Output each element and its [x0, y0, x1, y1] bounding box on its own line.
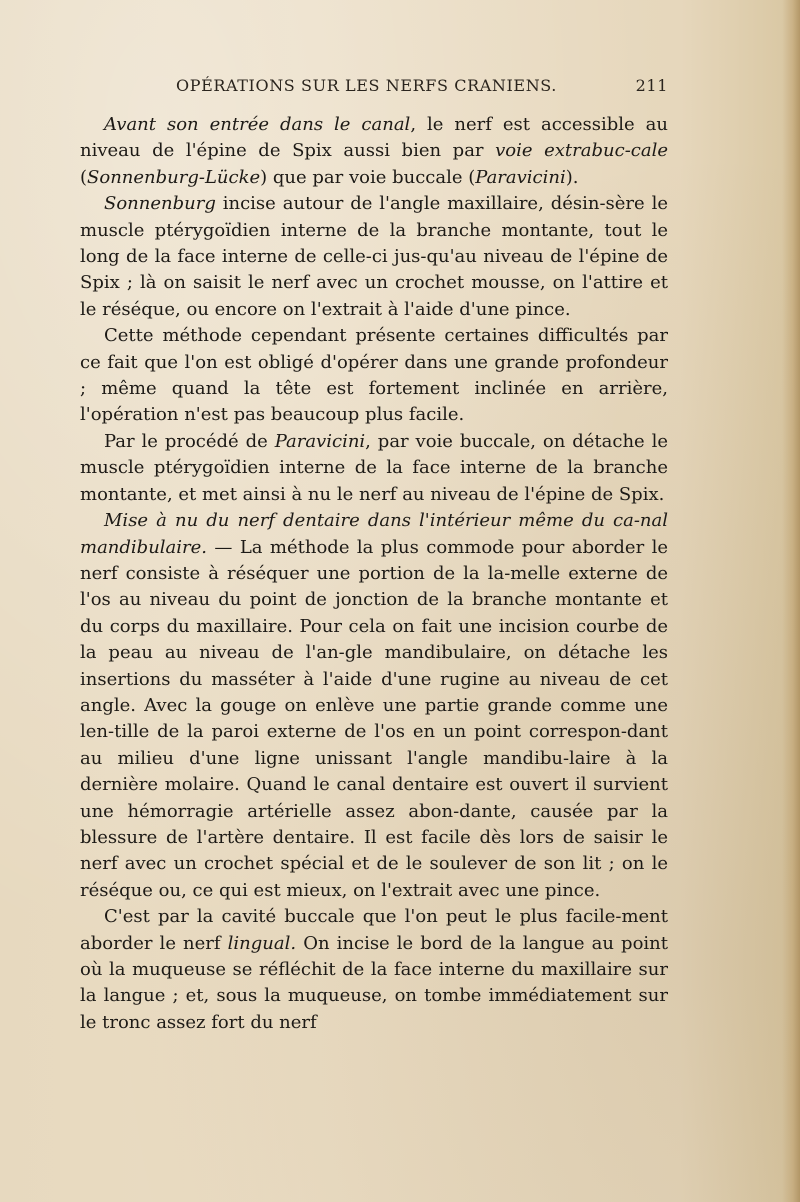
p1-text-3: ) que par voie buccale (	[260, 166, 476, 188]
paragraph-5	[80, 508, 668, 904]
p1-italic-heading: Avant son entrée dans le canal	[104, 114, 411, 135]
p3-text: Cette méthode cependant présente certaines difficultés par ce fait que l'on est obligé d'opérer dans une grande profondeur ; même quand la tête est fortement inclinée en arrière, l'opération n'est pas beaucoup plus facile.	[80, 325, 668, 426]
p2-italic-name: Sonnenburg	[104, 193, 216, 215]
p2-text: incise autour de l'angle maxillaire, désin-sère le muscle ptérygoïdien interne de la branche montante, tout le long de la face interne de celle-ci jus-qu'au niveau de l'épine de Spix ; là on saisit le nerf avec un crochet mousse, on l'attire et le réséque, ou encore on l'extrait à l'aide d'une pince.	[80, 193, 668, 320]
paragraph-4	[80, 429, 668, 508]
page-number: 211	[635, 76, 668, 95]
p4-text-1: Par le procédé de	[104, 430, 275, 452]
paragraph-3	[80, 323, 668, 429]
p1-text-4: ).	[565, 166, 579, 188]
p4-italic-name: Paravicini	[274, 430, 366, 452]
running-title: OPÉRATIONS SUR LES NERFS CRANIENS.	[176, 76, 557, 95]
p1-italic-term-3: Paravicini	[475, 166, 566, 188]
paragraph-1	[80, 112, 668, 191]
paragraph-6	[80, 904, 668, 1036]
running-header	[80, 76, 668, 102]
p1-italic-term-2: Sonnenburg-Lücke	[87, 166, 261, 188]
page-edge-shadow	[782, 0, 800, 1202]
p4-text-2: , par voie buccale, on détache le muscle ptérygoïdien interne de la face interne de la branche montante, et met ainsi à nu le nerf au niveau de l'épine de Spix.	[80, 430, 668, 505]
paragraph-2	[80, 191, 668, 323]
p1-text-2: (	[80, 166, 88, 188]
page-body	[80, 112, 668, 1036]
p5-text: — La méthode la plus commode pour aborder le nerf consiste à réséquer une portion de la la-melle externe de l'os au niveau du point de jonction de la branche montante et du corps du maxillaire. Pour cela on fait une incision courbe de la peau au niveau de l'an-gle mandibulaire, on détache les insertions du masséter à l'aide d'une rugine au niveau de cet angle. Avec la gouge on enlève une partie grande comme une len-tille de la paroi externe de l'os en un point correspon-dant au milieu d'une ligne unissant l'angle mandibu-laire à la dernière molaire. Quand le canal dentaire est ouvert il survient une hémorragie artérielle assez abon-dante, causée par la blessure de l'artère dentaire. Il est facile dès lors de saisir le nerf avec un crochet spécial et de le soulever de son lit ; on le réséque ou, ce qui est mieux, on l'extrait avec une pince.	[80, 536, 668, 901]
p5-italic-heading: Mise à nu du nerf dentaire dans l'intérieur même du ca-nal mandibulaire.	[80, 510, 668, 558]
p6-text-2: On incise le bord de la langue au point où la muqueuse se réfléchit de la face interne du maxillaire sur la langue ; et, sous la muqueuse, on tombe immédiatement sur le tronc assez fort du nerf	[80, 932, 668, 1033]
p6-text-1: C'est par la cavité buccale que l'on peut le plus facile-ment aborder le nerf	[80, 906, 668, 954]
p6-italic-term: lingual.	[227, 932, 297, 954]
p1-text-1: , le nerf est accessible au niveau de l'épine de Spix aussi bien par	[80, 114, 668, 162]
p1-italic-term-1: voie extrabuc-cale	[495, 140, 668, 162]
